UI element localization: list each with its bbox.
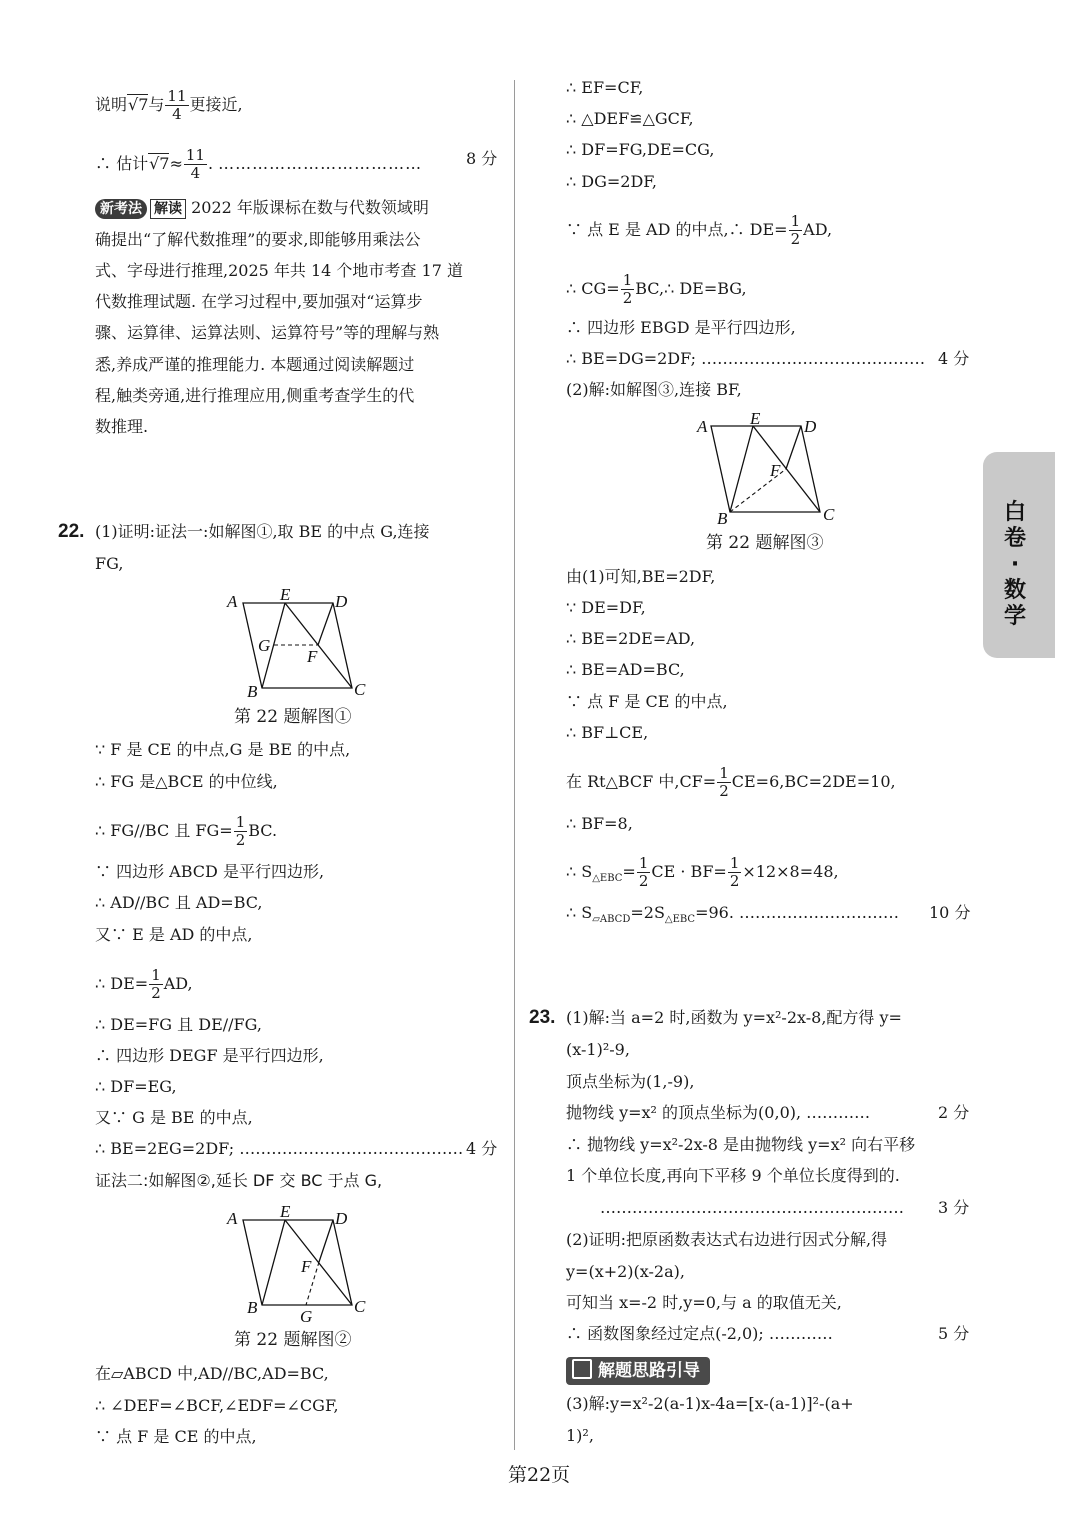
solution-line: y=(x+2)(x-2a), <box>566 1262 685 1281</box>
solution-line: 由(1)可知,BE=2DF, <box>566 567 716 586</box>
solution-line: ∴ BF⊥CE, <box>566 723 649 742</box>
label-C: C <box>823 505 835 524</box>
text-line: 说明√7与 $\frac{11}{4}$ 更接近, <box>95 87 243 123</box>
solution-line: ∴ $S_{\triangle EBC}=$ $\frac{1}{2}$ CE · BF= $\frac{1}{2}$ ×12×8=48, <box>566 854 839 890</box>
solution-line: 可知当 x=-2 时,y=0,与 a 的取值无关, <box>566 1293 842 1312</box>
note-line: 悉,养成严谨的推理能力. 本题通过阅读解题过 <box>95 355 415 374</box>
proof-line: ∵ 点 E 是 AD 的中点,∴ DE= $\frac{1}{2}$ AD, <box>566 212 833 248</box>
proof-line: ∵ 点 F 是 CE 的中点, <box>95 1427 257 1446</box>
label-E: E <box>280 1202 291 1221</box>
figure-2 <box>225 1200 375 1325</box>
proof-line: ∴ △DEF≌△GCF, <box>566 109 694 128</box>
proof-line: ∴ DF=EG, <box>95 1077 177 1096</box>
proof-line: ∴ 四边形 EBGD 是平行四边形, <box>566 318 796 337</box>
proof-line: ∴ DE=FG 且 DE//FG, <box>95 1015 262 1034</box>
proof-line: ∵ F 是 CE 的中点,G 是 BE 的中点, <box>95 740 351 759</box>
question-head: FG, <box>95 554 124 573</box>
score: 5 分 <box>938 1324 970 1343</box>
solution-line: ∴ BF=8, <box>566 814 633 833</box>
solution-line: ∴ $S_{▱ABCD}=2S_{\triangle EBC}=96$. ………………………… <box>566 903 900 926</box>
note-icon <box>572 1359 592 1379</box>
solution-line: 1 个单位长度,再向下平移 9 个单位长度得到的. <box>566 1166 900 1185</box>
solution-line: (2)证明:把原函数表达式右边进行因式分解,得 <box>566 1230 888 1249</box>
proof-line: 在▱ABCD 中,AD//BC,AD=BC, <box>95 1364 329 1383</box>
solution-line: 顶点坐标为(1,-9), <box>566 1072 695 1091</box>
proof-line: ∴ DE= $\frac{1}{2}$ AD, <box>95 966 193 1002</box>
label-A: A <box>697 417 708 436</box>
proof-line: 又∵ G 是 BE 的中点, <box>95 1108 253 1127</box>
proof-line: ∴ BE=DG=2DF; …………………………………… <box>566 349 926 368</box>
proof-line: ∴ CG= $\frac{1}{2}$ BC,∴ DE=BG, <box>566 271 747 307</box>
solution-line: 抛物线 y=x² 的顶点坐标为(0,0), ………… <box>566 1103 871 1122</box>
solution-line: ∵ 点 F 是 CE 的中点, <box>566 692 728 711</box>
badge-interpret: 解读 <box>150 199 186 219</box>
score: 10 分 <box>929 903 971 922</box>
label-C: C <box>354 1297 366 1316</box>
label-B: B <box>717 509 728 526</box>
question-number: 22. <box>58 521 85 542</box>
figure-caption: 第 22 题解图② <box>234 1330 352 1350</box>
score: 4 分 <box>466 1139 498 1158</box>
question-number: 23. <box>529 1007 556 1028</box>
proof-line: ∴ DF=FG,DE=CG, <box>566 140 715 159</box>
label-C: C <box>354 680 366 699</box>
score: 4 分 <box>938 349 970 368</box>
solution-line: 在 Rt△BCF 中,CF= $\frac{1}{2}$ CE=6,BC=2DE=10, <box>566 764 896 800</box>
note-line: 确提出“了解代数推理”的要求,即能够用乘法公 <box>95 230 421 249</box>
note-line: 式、字母进行推理,2025 年共 14 个地市考查 17 道 <box>95 261 463 280</box>
question-head: (1)证明:证法一:如解图①,取 BE 的中点 G,连接 <box>95 522 430 541</box>
proof-line: 又∵ E 是 AD 的中点, <box>95 925 253 944</box>
solution-line: ∵ DE=DF, <box>566 598 646 617</box>
side-tab-label: 白卷·数学 <box>1003 500 1026 629</box>
proof-line: ∴ EF=CF, <box>566 78 644 97</box>
method-head: 证法二:如解图②,延长 DF 交 BC 于点 G, <box>95 1171 383 1190</box>
solution-line: (3)解:y=x²-2(a-1)x-4a=[x-(a-1)]²-(a+ <box>566 1394 854 1413</box>
label-D: D <box>804 417 817 436</box>
solution-line: ∴ BE=AD=BC, <box>566 660 685 679</box>
note-line <box>95 196 429 220</box>
label-G: G <box>300 1307 313 1325</box>
label-F: F <box>307 647 318 666</box>
label-E: E <box>750 409 761 428</box>
solution-line: (x-1)²-9, <box>566 1040 630 1059</box>
solution-line: ∴ 抛物线 y=x²-2x-8 是由抛物线 y=x² 向右平移 <box>566 1135 916 1154</box>
proof-line: ∴ FG//BC 且 FG= $\frac{1}{2}$ BC. <box>95 813 278 849</box>
part-head: (2)解:如解图③,连接 BF, <box>566 380 742 399</box>
proof-line: ∵ 四边形 ABCD 是平行四边形, <box>95 862 325 881</box>
label-A: A <box>227 1209 238 1228</box>
figure-caption: 第 22 题解图① <box>234 707 352 727</box>
label-D: D <box>335 1209 348 1228</box>
text-line: ∴ 估计√7≈ $\frac{11}{4}$ . ……………………………… <box>95 146 423 182</box>
proof-line: ∴ 四边形 DEGF 是平行四边形, <box>95 1046 324 1065</box>
score: 3 分 <box>938 1198 970 1217</box>
page-number: 第22页 <box>508 1464 571 1486</box>
label-D: D <box>335 592 348 611</box>
figure-3 <box>693 408 843 526</box>
guide-label: 解题思路引导 <box>566 1357 710 1385</box>
solution-line: ∴ BE=2DE=AD, <box>566 629 696 648</box>
label-B: B <box>247 1298 258 1317</box>
label-E: E <box>280 585 291 604</box>
score: 8 分 <box>466 149 498 168</box>
solution-line: 1)², <box>566 1426 594 1445</box>
proof-line: ∴ DG=2DF, <box>566 172 657 191</box>
badge-new: 新考法 <box>95 199 147 219</box>
figure-1 <box>225 585 375 700</box>
dots-line: ………………………………………………… <box>600 1198 904 1217</box>
proof-line: ∴ ∠DEF=∠BCF,∠EDF=∠CGF, <box>95 1396 339 1415</box>
column-divider <box>514 80 515 1450</box>
note-line: 程,触类旁通,进行推理应用,侧重考查学生的代 <box>95 386 415 405</box>
note-line: 数推理. <box>95 417 149 436</box>
label-G: G <box>258 636 271 655</box>
proof-line: ∴ FG 是△BCE 的中位线, <box>95 772 278 791</box>
solution-line: ∴ 函数图象经过定点(-2,0); ………… <box>566 1324 833 1343</box>
label-F: F <box>770 461 781 480</box>
score: 2 分 <box>938 1103 970 1122</box>
figure-caption: 第 22 题解图③ <box>706 533 824 553</box>
proof-line: ∴ AD//BC 且 AD=BC, <box>95 893 263 912</box>
label-A: A <box>227 592 238 611</box>
label-B: B <box>247 682 258 700</box>
proof-line: ∴ BE=2EG=2DF; …………………………………… <box>95 1139 464 1158</box>
note-text: 2022 年版课标在数与代数领域明 <box>191 198 429 217</box>
label-F: F <box>301 1257 312 1276</box>
note-line: 骤、运算律、运算法则、运算符号”等的理解与熟 <box>95 323 440 342</box>
note-line: 代数推理试题. 在学习过程中,要加强对“运算步 <box>95 292 423 311</box>
solution-line: (1)解:当 a=2 时,函数为 y=x²-2x-8,配方得 y= <box>566 1008 902 1027</box>
